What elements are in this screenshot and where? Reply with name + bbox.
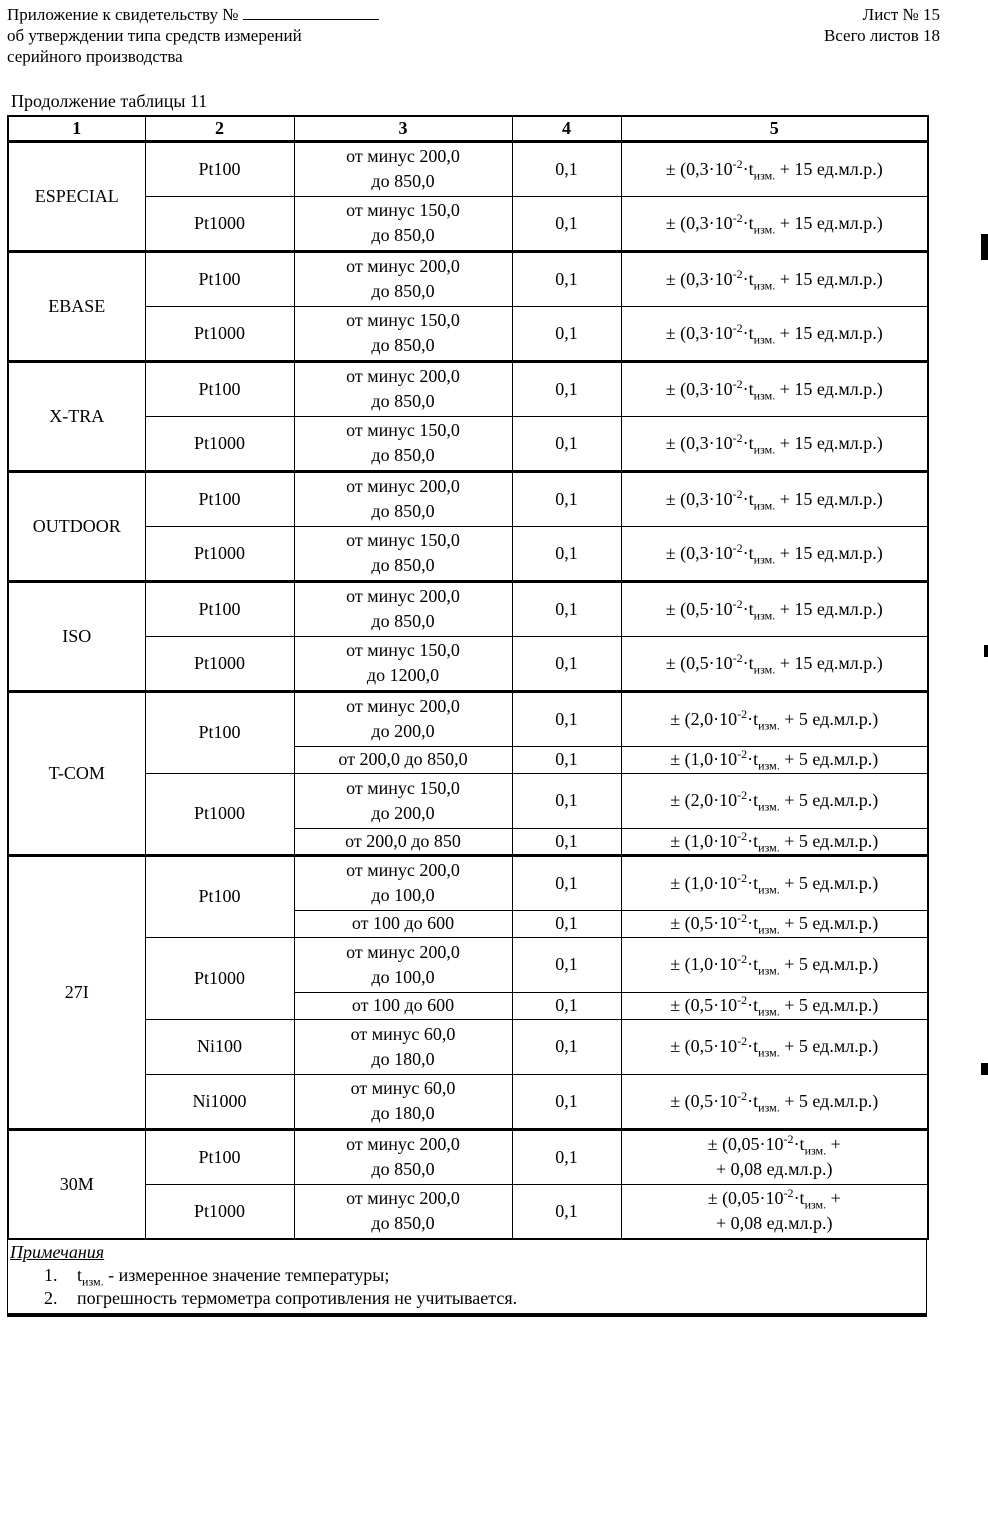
note-text: $t_{изм.}$ - измеренное значение температуры; [77,1265,390,1289]
resolution-cell: 0,1 [512,1074,621,1129]
column-header: 4 [512,116,621,141]
error-cell: ± ($2,0\cdot 10^{-2}\cdot t_{изм.} + 5$ ед.мл.р.) [621,773,928,828]
range-cell: от минус 200,0 до 850,0 [294,251,512,306]
error-cell: ± ($0,5\cdot 10^{-2}\cdot t_{изм.} + 5$ ед.мл.р.) [621,910,928,937]
resolution-cell: 0,1 [512,828,621,855]
model-cell: EBASE [8,251,145,361]
model-cell: ISO [8,581,145,691]
sensor-type-cell: Pt100 [145,361,294,416]
range-cell: от минус 150,0 до 850,0 [294,416,512,471]
resolution-cell: 0,1 [512,1019,621,1074]
range-cell: от минус 200,0 до 850,0 [294,471,512,526]
range-cell: от минус 60,0 до 180,0 [294,1019,512,1074]
error-cell: ± ($1,0\cdot 10^{-2}\cdot t_{изм.} + 5$ ед.мл.р.) [621,937,928,992]
error-cell: ± ($0,3\cdot 10^{-2}\cdot t_{изм.} + 15$ ед.мл.р.) [621,196,928,251]
resolution-cell: 0,1 [512,306,621,361]
model-cell: 27I [8,855,145,1129]
table-row [8,1129,928,1184]
note-number: 2. [44,1288,58,1308]
error-cell: ± ($1,0\cdot 10^{-2}\cdot t_{изм.} + 5$ ед.мл.р.) [621,855,928,910]
appendix-line-3: серийного производства [7,47,183,66]
error-cell: ± ($0,05\cdot 10^{-2}\cdot t_{изм.}$ + + 0,08 ед.мл.р.) [621,1129,928,1184]
sensor-type-cell: Pt100 [145,141,294,196]
note-text: погрешность термометра сопротивления не учитывается. [77,1288,518,1308]
sensor-type-cell: Pt1000 [145,937,294,1019]
appendix-line-1-text: Приложение к свидетельству № [7,5,239,24]
table-row [8,471,928,526]
range-cell: от минус 150,0 до 850,0 [294,306,512,361]
range-cell: от 100 до 600 [294,910,512,937]
column-header: 1 [8,116,145,141]
sheet-info [824,4,940,67]
resolution-cell: 0,1 [512,773,621,828]
sensor-type-cell: Pt100 [145,691,294,773]
model-cell: ESPECIAL [8,141,145,251]
model-cell: X-TRA [8,361,145,471]
model-cell: OUTDOOR [8,471,145,581]
table-header-row [8,116,928,141]
error-cell: ± ($0,5\cdot 10^{-2}\cdot t_{изм.} + 15$ ед.мл.р.) [621,636,928,691]
table-row [8,937,928,992]
sensor-type-cell: Pt100 [145,251,294,306]
range-cell: от минус 150,0 до 850,0 [294,526,512,581]
error-cell: ± ($0,3\cdot 10^{-2}\cdot t_{изм.} + 15$ ед.мл.р.) [621,526,928,581]
note-item [10,1264,922,1287]
table-row [8,196,928,251]
appendix-line-2: об утверждении типа средств измерений [7,26,302,45]
error-cell: ± ($0,3\cdot 10^{-2}\cdot t_{изм.} + 15$ ед.мл.р.) [621,141,928,196]
range-cell: от минус 200,0 до 200,0 [294,691,512,746]
table-row [8,416,928,471]
table-row [8,1074,928,1129]
range-cell: от минус 200,0 до 100,0 [294,937,512,992]
sensor-type-cell: Pt1000 [145,773,294,855]
error-cell: ± ($0,3\cdot 10^{-2}\cdot t_{изм.} + 15$ ед.мл.р.) [621,251,928,306]
error-cell: ± ($0,5\cdot 10^{-2}\cdot t_{изм.} + 15$ ед.мл.р.) [621,581,928,636]
error-cell: ± ($0,3\cdot 10^{-2}\cdot t_{изм.} + 15$ ед.мл.р.) [621,471,928,526]
range-cell: от минус 150,0 до 850,0 [294,196,512,251]
range-cell: от минус 150,0 до 1200,0 [294,636,512,691]
scan-artifact [981,234,988,260]
resolution-cell: 0,1 [512,636,621,691]
appendix-line-1 [7,4,379,25]
sensor-type-cell: Pt100 [145,855,294,937]
resolution-cell: 0,1 [512,855,621,910]
range-cell: от минус 150,0 до 200,0 [294,773,512,828]
range-cell: от 200,0 до 850 [294,828,512,855]
resolution-cell: 0,1 [512,937,621,992]
resolution-cell: 0,1 [512,526,621,581]
error-cell: ± ($0,05\cdot 10^{-2}\cdot t_{изм.}$ + + 0,08 ед.мл.р.) [621,1184,928,1239]
table-row [8,691,928,746]
resolution-cell: 0,1 [512,746,621,773]
table-row [8,526,928,581]
error-cell: ± ($0,3\cdot 10^{-2}\cdot t_{изм.} + 15$ ед.мл.р.) [621,361,928,416]
sensor-type-cell: Pt1000 [145,196,294,251]
table-row [8,636,928,691]
sensor-type-cell: Pt1000 [145,636,294,691]
resolution-cell: 0,1 [512,910,621,937]
scan-artifact [984,645,988,657]
table-row [8,141,928,196]
notes-list [10,1264,922,1310]
table-row [8,251,928,306]
notes-section [7,1240,927,1317]
total-sheets: Всего листов 18 [823,26,940,45]
range-cell: от минус 60,0 до 180,0 [294,1074,512,1129]
error-cell: ± ($0,5\cdot 10^{-2}\cdot t_{изм.} + 5$ ед.мл.р.) [621,1074,928,1129]
error-cell: ± ($2,0\cdot 10^{-2}\cdot t_{изм.} + 5$ ед.мл.р.) [621,691,928,746]
range-cell: от минус 200,0 до 100,0 [294,855,512,910]
document-header [7,4,940,67]
sensor-type-cell: Pt100 [145,581,294,636]
column-header: 5 [621,116,928,141]
resolution-cell: 0,1 [512,416,621,471]
resolution-cell: 0,1 [512,361,621,416]
range-cell: от 100 до 600 [294,992,512,1019]
column-header: 2 [145,116,294,141]
table-row [8,1184,928,1239]
table-row [8,581,928,636]
sheet-number: Лист № 15 [862,5,940,24]
range-cell: от 200,0 до 850,0 [294,746,512,773]
range-cell: от минус 200,0 до 850,0 [294,141,512,196]
error-cell: ± ($0,5\cdot 10^{-2}\cdot t_{изм.} + 5$ ед.мл.р.) [621,992,928,1019]
sensor-type-cell: Pt1000 [145,526,294,581]
range-cell: от минус 200,0 до 850,0 [294,1184,512,1239]
appendix-header [7,4,379,67]
table-row [8,306,928,361]
note-item [10,1287,922,1310]
resolution-cell: 0,1 [512,141,621,196]
resolution-cell: 0,1 [512,581,621,636]
table-row [8,1019,928,1074]
notes-title: Примечания [10,1242,105,1262]
resolution-cell: 0,1 [512,992,621,1019]
sensor-type-cell: Pt1000 [145,1184,294,1239]
resolution-cell: 0,1 [512,471,621,526]
error-cell: ± ($0,3\cdot 10^{-2}\cdot t_{изм.} + 15$ ед.мл.р.) [621,416,928,471]
error-cell: ± ($0,3\cdot 10^{-2}\cdot t_{изм.} + 15$ ед.мл.р.) [621,306,928,361]
sensor-type-cell: Ni1000 [145,1074,294,1129]
error-cell: ± ($1,0\cdot 10^{-2}\cdot t_{изм.} + 5$ ед.мл.р.) [621,746,928,773]
resolution-cell: 0,1 [512,691,621,746]
resolution-cell: 0,1 [512,251,621,306]
scan-artifact [981,1063,988,1075]
error-cell: ± ($0,5\cdot 10^{-2}\cdot t_{изм.} + 5$ ед.мл.р.) [621,1019,928,1074]
measurement-error-table [7,115,929,1240]
sensor-type-cell: Pt1000 [145,416,294,471]
table-row [8,361,928,416]
sensor-type-cell: Pt100 [145,1129,294,1184]
sensor-type-cell: Pt100 [145,471,294,526]
sensor-type-cell: Pt1000 [145,306,294,361]
resolution-cell: 0,1 [512,1184,621,1239]
table-caption: Продолжение таблицы 11 [11,91,208,111]
error-cell: ± ($1,0\cdot 10^{-2}\cdot t_{изм.} + 5$ ед.мл.р.) [621,828,928,855]
table-row [8,773,928,828]
model-cell: 30M [8,1129,145,1239]
model-cell: T-COM [8,691,145,855]
table-row [8,855,928,910]
range-cell: от минус 200,0 до 850,0 [294,581,512,636]
range-cell: от минус 200,0 до 850,0 [294,361,512,416]
certificate-number-blank [243,5,379,20]
column-header: 3 [294,116,512,141]
sensor-type-cell: Ni100 [145,1019,294,1074]
note-number: 1. [44,1265,58,1285]
resolution-cell: 0,1 [512,1129,621,1184]
range-cell: от минус 200,0 до 850,0 [294,1129,512,1184]
resolution-cell: 0,1 [512,196,621,251]
